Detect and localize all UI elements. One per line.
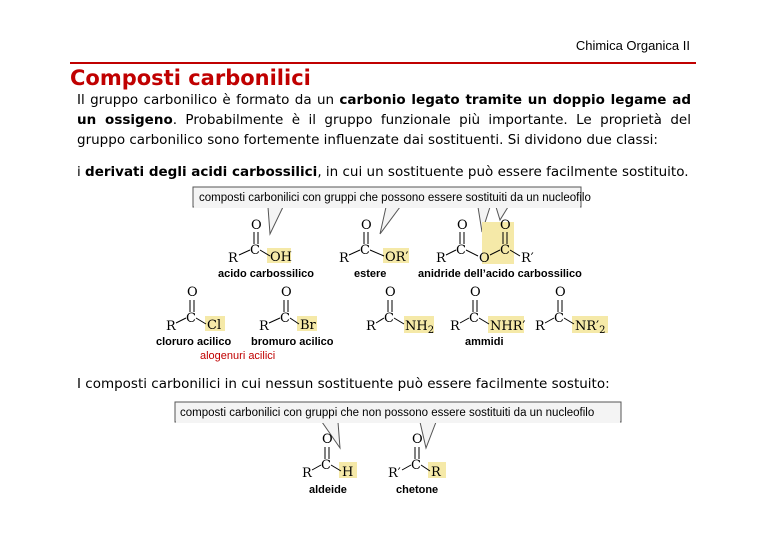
acyl-chloride-structure <box>166 285 221 334</box>
svg-text:NHR′: NHR′ <box>490 319 526 334</box>
amide-nh2-structure <box>366 285 434 336</box>
svg-text:H: H <box>342 465 354 480</box>
svg-text:OR′: OR′ <box>385 250 409 265</box>
callout-text-1: composti carbonilici con gruppi che possono essere sostituiti da un nucleofilo <box>199 192 591 204</box>
label-acyl-halides: alogenuri acilici <box>200 350 276 362</box>
svg-text:C: C <box>411 458 421 473</box>
svg-text:R: R <box>259 319 269 334</box>
label-ketone: chetone <box>396 484 439 496</box>
svg-text:O: O <box>500 218 511 233</box>
svg-text:R: R <box>436 251 446 266</box>
svg-text:R: R <box>302 466 312 481</box>
svg-text:OH: OH <box>270 250 292 265</box>
svg-text:O: O <box>479 251 490 266</box>
callout-text-2: composti carbonilici con gruppi che non possono essere sostituiti da un nucleofilo <box>180 407 595 419</box>
acyl-bromide-structure <box>259 285 317 334</box>
callout-box-2 <box>175 402 621 448</box>
svg-text:R: R <box>166 319 176 334</box>
ester-structure <box>339 218 408 266</box>
label-aldehyde: aldeide <box>309 484 347 496</box>
svg-text:O: O <box>187 285 198 300</box>
aldehyde-structure <box>302 432 353 481</box>
class1-sentence: i derivati degli acidi carbossilici, in cui un sostituente può essere facilmente sostituito. <box>77 164 689 180</box>
svg-text:C: C <box>384 311 394 326</box>
svg-text:R: R <box>228 251 238 266</box>
class2-sentence: I composti carbonilici in cui nessun sostituente può essere facilmente sostuito: <box>77 376 610 392</box>
ketone-structure <box>388 432 442 481</box>
svg-text:C: C <box>456 243 466 258</box>
course-title: Chimica Organica II <box>575 38 690 53</box>
svg-text:O: O <box>361 218 372 233</box>
svg-text:NR′2: $NR'_2$ <box>575 319 606 336</box>
svg-text:O: O <box>470 285 481 300</box>
acid-structure <box>228 218 292 266</box>
svg-text:C: C <box>186 311 196 326</box>
svg-text:R: R <box>339 251 349 266</box>
label-amides: ammidi <box>465 336 504 348</box>
label-anhydride: anidride dell’acido carbossilico <box>418 268 582 280</box>
amide-nr2-structure <box>535 285 606 336</box>
svg-text:O: O <box>457 218 468 233</box>
svg-text:C: C <box>321 458 331 473</box>
svg-text:R′: R′ <box>388 466 401 481</box>
intro-paragraph: Il gruppo carbonilico è formato da un carbonio legato tramite un doppio legame ad un ossigeno. Probabilmente è il gruppo funzionale più importante. Le proprietà del gruppo carbonilico sono fortemente influenzate dai sostituenti. Si dividono due classi: <box>77 92 691 148</box>
svg-text:R: R <box>450 319 460 334</box>
svg-text:O: O <box>412 432 423 447</box>
svg-text:NH2: $NH_2$ <box>405 319 435 336</box>
label-ester: estere <box>354 268 387 280</box>
svg-text:R′: R′ <box>521 251 534 266</box>
svg-text:Cl: Cl <box>207 318 222 333</box>
svg-text:Br: Br <box>300 318 316 333</box>
label-acyl-bromide: bromuro acilico <box>251 336 334 348</box>
svg-text:R: R <box>431 465 441 480</box>
svg-text:R: R <box>535 319 545 334</box>
svg-text:O: O <box>251 218 262 233</box>
page-title: Composti carbonilici <box>70 66 311 90</box>
svg-text:C: C <box>250 243 260 258</box>
svg-text:C: C <box>360 243 370 258</box>
svg-text:R: R <box>366 319 376 334</box>
svg-text:O: O <box>385 285 396 300</box>
svg-text:C: C <box>554 311 564 326</box>
svg-text:C: C <box>280 311 290 326</box>
svg-text:C: C <box>500 243 510 258</box>
svg-text:O: O <box>281 285 292 300</box>
svg-text:O: O <box>322 432 333 447</box>
svg-text:C: C <box>469 311 479 326</box>
label-acid: acido carbossilico <box>218 268 314 280</box>
svg-text:O: O <box>555 285 566 300</box>
label-acyl-chloride: cloruro acilico <box>156 336 232 348</box>
amide-nhr-structure <box>450 285 526 334</box>
